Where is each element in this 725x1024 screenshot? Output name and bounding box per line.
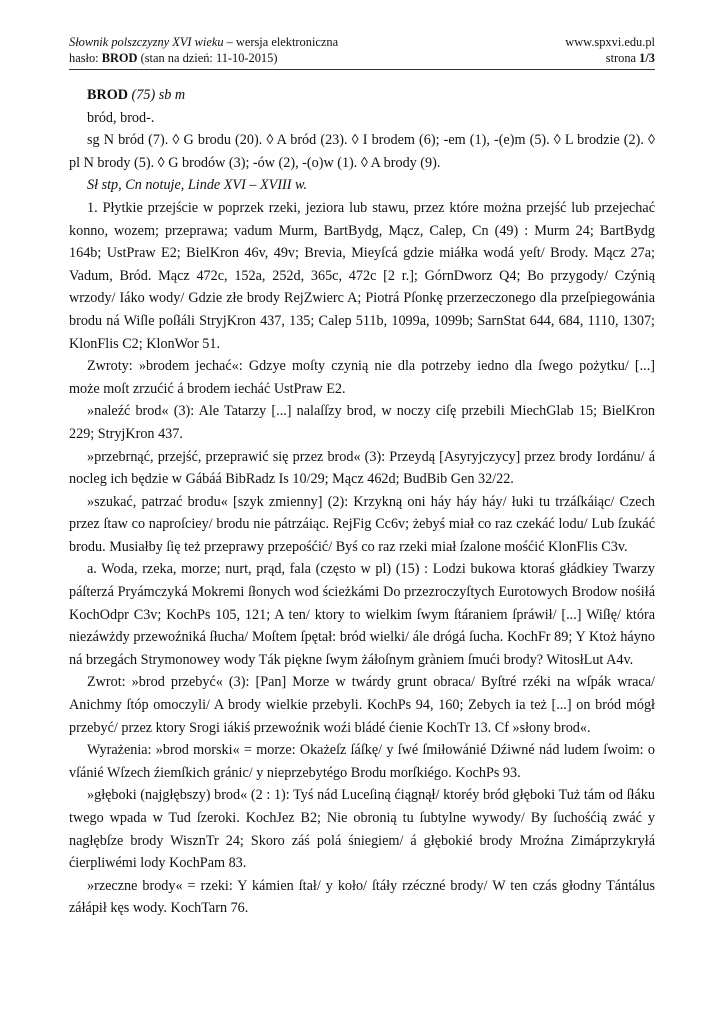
page-total: /3 bbox=[645, 51, 655, 65]
page-indicator bbox=[606, 50, 655, 66]
przebrnac-paragraph: »przebrnąć, przejść, przeprawić się przez brod« (3): Przeydą [Asyryjczycy] przez brody Iordánu/ á nocleg ich będzie w Gábáá BibRadz Is 10/29; Mącz 462d; BudBib Gen 32/22. bbox=[69, 448, 655, 488]
sense-a-paragraph: a. Woda, rzeka, morze; nurt, prąd, fala (często w pl) (15) : Lodzi bukowa ktoraś głádkiey Twarzy páſterzá Pryámczyká Mokremi ſłonych wod ścieżkámi Do przezroczyſtych Eurotowych Brodow nośiłá KochOdpr C3v; KochPs 105, 121; A ten/ ktory to wielkim ſwym ſtáraniem ſpráwił/ [...] Wiſłę/ która niezáwżdy przewoźniká ſłucha/ Moſtem ſpętał: bród wielki/ ále drógá ſucha. KochFr 89; Y Ktoż háyno ná brzegách Strymonowey wody Ták piękne ſwym żáłoſnym gràniem ſmući brody? WitosłLut A4v. bbox=[69, 561, 655, 668]
haslo-date: (stan na dzień: 11-10-2015) bbox=[137, 51, 278, 65]
site-url[interactable]: www.spxvi.edu.pl bbox=[565, 35, 655, 49]
forms-line: bród, brod-. bbox=[87, 109, 155, 126]
headword: BROD bbox=[87, 87, 128, 103]
zwroty-paragraph: Zwroty: »brodem jechać«: Gdzye moſty czynią nie dla potrzeby iedno dla ſwego pożytku/ [...] może moſt zrzućić á brodem iecháć UstPraw E2. bbox=[69, 358, 655, 397]
page-current: 1 bbox=[639, 51, 646, 65]
nalezc-brod-paragraph: »naleźć brod« (3): Ale Tatarzy [...] nalaſſzy brod, w noczy ciſę przebili MiechGlab 15; BielKron 229; StryjKron 437. bbox=[69, 403, 655, 442]
inflection-paragraph: sg N bród (7). ◊ G brodu (20). ◊ A bród (23). ◊ I brodem (6); -em (1), -(e)m (5). ◊ L brodzie (2). ◊ pl N brody (5). ◊ G brodów (3); -ów (2), -(o)w (1). ◊ A brody (9). bbox=[69, 132, 655, 171]
zwrot-a-paragraph: Zwrot: »brod przebyć« (3): [Pan] Morze w twárdy grunt obraca/ Byſtré rzéki na wſpák wraca/ Anichmy ſtóp omoczyli/ A brody wielkie przebyli. KochPs 94, 160; Zebych ia też [...] on bród mógł przebyć/ przez ktory Srogi iákiś przewoźnik woźi bládé ćienie KochTr 13. Cf »słony brod«. bbox=[69, 674, 655, 736]
rzeczne-brody-paragraph: »rzeczne brody« = rzeki: Y kámien ſtał/ y koło/ ſtáły rzéczné brody/ W ten czás głodny Tántálus záłápił kęs wody. KochTarn 76. bbox=[69, 877, 655, 917]
headword-grammar: (75) sb m bbox=[128, 87, 186, 103]
publication-title bbox=[69, 34, 338, 50]
entry-info bbox=[69, 50, 277, 66]
edition-label: – wersja elektroniczna bbox=[223, 35, 339, 49]
sources-line: Sł stp, Cn notuje, Linde XVI – XVIII w. bbox=[87, 177, 308, 194]
haslo-word: BROD bbox=[101, 51, 138, 65]
gleboki-brod-paragraph: »głęboki (najgłębszy) brod« (2 : 1): Tyś nád Luceſiną ćiągnął/ ktoréy bród głęboki Tuż tám od ſłáku twego wpada w Tud ſzeroki. KochJez B2; Nie obronią tu ſubtylne wywody/ By ſuchośćią zwáć y nagłębſze brody WisznTr 24; Skoro záś polá śniegiem/ á głębokié brody Mroźna Zimáprzykryłá ćierpliwémi lody KochPam 83. bbox=[69, 787, 655, 872]
header-divider bbox=[69, 69, 655, 70]
page-label: strona bbox=[605, 51, 640, 65]
sense-1-paragraph: 1. Płytkie przejście w poprzek rzeki, jeziora lub stawu, przez które można przejść lub przejechać konno, wozem; przeprawa; vadum Murm, BartBydg, Mącz, Calep, Cn (49) : Murm 24; BartBydg 164b; UstPraw E2; BielKron 46v, 49v; Brevia, Mieyſcá gdzie miáłka wodá yeſt/ Brody. Mącz 27a; Vadum, Bród. Mącz 472c, 152a, 252d, 365c, 472c [2 r.]; GórnDworz Q4; Bo przygody/ Czýnią wrzody/ Iáko wody/ Gdzie złe brody RejZwierc A; Piotrá Pſonkę przerzeczonego dla przeſpiegowánia brodu ná Wiſle poſłáli StryjKron 437, 135; Calep 511b, 1099a, 1099b; SarnStat 644, 684, 1110, 1307; KlonFlis C2; KlonWor 51. bbox=[69, 199, 655, 352]
szukac-brodu-paragraph: »szukać, patrzać brodu« [szyk zmienny] (2): Krzykną oni háy háy háy/ łuki tu trzáſkáiąc/ Czech przez ſtaw co naproſciey/ brodu nie pátrzáiąc. RejFig Cc6v; żebyś miał co raz czekáć lodu/ Lub ſzukáć brodu. Musiałby ſię też przeprawy przepośćić/ Byś co raz rzeki miał ſzalone mośćić KlonFlis C3v. bbox=[69, 493, 655, 555]
entry-body bbox=[69, 84, 655, 920]
headword-line bbox=[69, 84, 655, 107]
wyrazenia-paragraph: Wyrażenia: »brod morski« = morze: Okażeſz ſáſkę/ y ſwé ſmiłowánié Dźiwné nád ludem ſwoim: o vſánié Wſzech źiemſkich gránic/ y nieprzebytégo Brodu morſkiégo. KochPs 93. bbox=[69, 742, 655, 781]
dictionary-title: Słownik polszczyzny XVI wieku bbox=[69, 35, 224, 49]
haslo-label: hasło: bbox=[69, 51, 102, 65]
